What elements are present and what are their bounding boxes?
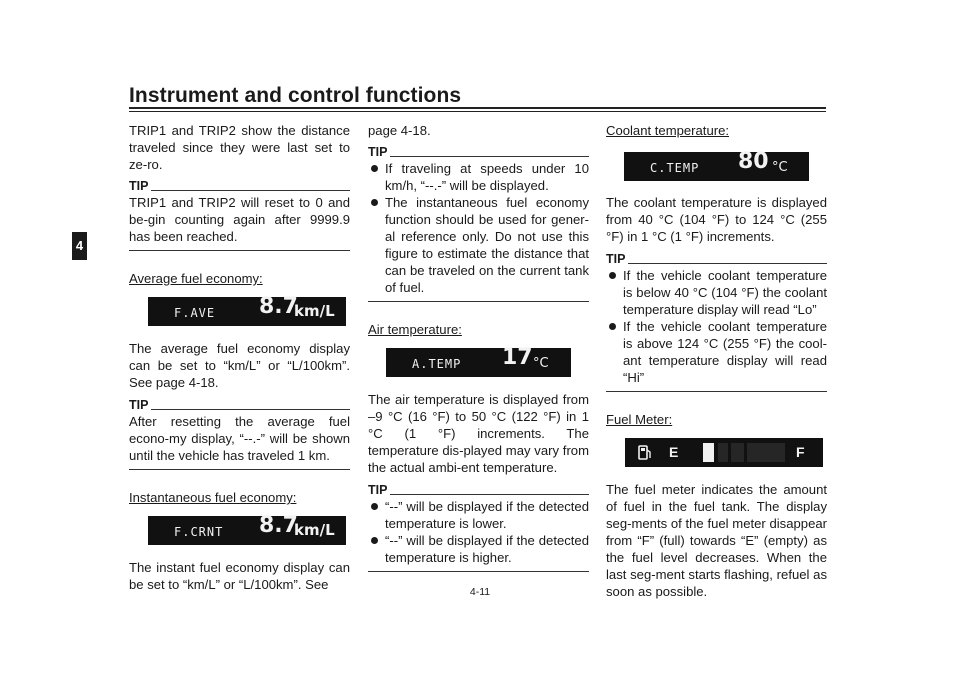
air-temp-display: [386, 345, 571, 377]
bullet-icon: [371, 503, 378, 510]
display-label: F.CRNT: [174, 525, 224, 539]
fuel-empty-label: E: [669, 444, 679, 460]
tip-end-rule: [368, 301, 589, 302]
inst-fuel-display: [148, 513, 346, 545]
display-unit: km/L: [294, 521, 335, 539]
display-value: 80: [738, 149, 769, 174]
tip-header: TIP: [606, 251, 827, 267]
fuel-full-label: F: [796, 444, 805, 460]
tip-header: TIP: [129, 178, 350, 194]
tip-bullet: If the vehicle coolant temperature is below 40 °C (104 °F) the coolant temperature display will read “Lo”: [606, 267, 827, 318]
bullet-icon: [371, 537, 378, 544]
fuel-pump-icon: [638, 444, 652, 461]
tip-bullet: If traveling at speeds under 10 km/h, “--.-” will be displayed.: [368, 160, 589, 194]
fuel-segment-lit: [703, 443, 714, 462]
bullet-icon: [371, 199, 378, 206]
avg-fuel-text: The average fuel economy display can be set to “km/L” or “L/100km”. See page 4-18.: [129, 341, 350, 390]
display-value: 17: [502, 345, 533, 370]
display-value: 8.7: [259, 294, 298, 319]
display-unit: °C: [533, 356, 549, 371]
coolant-temp-heading: Coolant temperature:: [606, 123, 730, 138]
display-label: F.AVE: [174, 306, 216, 320]
bullet-icon: [371, 165, 378, 172]
display-unit: °C: [772, 160, 788, 175]
air-temp-heading: Air temperature:: [368, 322, 462, 337]
tip-end-rule: [129, 469, 350, 470]
bullet-icon: [609, 272, 616, 279]
tip-bullet: The instantaneous fuel economy function should be used for gener-al reference only. Do not use this figure to estimate the distance that can be traveled on the current tank of fuel.: [368, 194, 589, 296]
chapter-tab: 4: [72, 232, 87, 260]
display-label: A.TEMP: [412, 357, 462, 371]
tip-bullet: “--” will be displayed if the detected temperature is higher.: [368, 532, 589, 566]
page-title: Instrument and control functions: [129, 84, 462, 107]
coolant-temp-text: The coolant temperature is displayed from 40 °C (104 °F) to 124 °C (255 °F) in 1 °C (1 °F) increments.: [606, 195, 827, 244]
tip-text: TRIP1 and TRIP2 will reset to 0 and be-gin counting again after 9999.9 has been reached.: [129, 195, 350, 244]
page-number: 4-11: [469, 586, 491, 598]
avg-fuel-display: [148, 294, 346, 326]
fuel-segment-off: [747, 443, 785, 462]
trip-intro: TRIP1 and TRIP2 show the distance traveled since they were last set to ze-ro.: [129, 123, 350, 172]
fuel-meter-display: [625, 438, 823, 467]
avg-fuel-heading: Average fuel economy:: [129, 271, 263, 286]
column-3: [606, 122, 827, 600]
tip-header: TIP: [368, 482, 589, 498]
fuel-meter-heading: Fuel Meter:: [606, 412, 673, 427]
bullet-icon: [609, 323, 616, 330]
tip-end-rule: [368, 571, 589, 572]
tip-header: TIP: [129, 397, 350, 413]
inst-fuel-text: The instant fuel economy display can be set to “km/L” or “L/100km”. See: [129, 560, 350, 592]
inst-fuel-heading: Instantaneous fuel economy:: [129, 490, 297, 505]
tip-end-rule: [129, 250, 350, 251]
column-2: [368, 122, 589, 572]
fuel-segment-off: [731, 443, 744, 462]
tip-end-rule: [606, 391, 827, 392]
display-label: C.TEMP: [650, 161, 700, 175]
tip-text: After resetting the average fuel econo-my display, “--.-” will be shown until the vehicle has traveled 1 km.: [129, 414, 350, 463]
fuel-meter-text: The fuel meter indicates the amount of fuel in the fuel tank. The display seg-ments of the fuel meter disappear from “F” (full) towards “E” (empty) as the fuel level decreases. When the last seg-ment starts flashing, refuel as soon as possible.: [606, 482, 827, 599]
page-ref-continued: page 4-18.: [368, 123, 431, 138]
tip-header: TIP: [368, 144, 589, 160]
display-value: 8.7: [259, 513, 298, 538]
column-1: [129, 122, 350, 593]
tip-bullet: If the vehicle coolant temperature is above 124 °C (255 °F) the cool-ant temperature display will read “Hi”: [606, 318, 827, 386]
header-rule-thin: [129, 111, 826, 112]
coolant-temp-display: [624, 149, 809, 181]
header-rule: [129, 107, 826, 109]
display-unit: km/L: [294, 302, 335, 320]
fuel-segment-off: [718, 443, 728, 462]
tip-bullet: “--” will be displayed if the detected temperature is lower.: [368, 498, 589, 532]
air-temp-text: The air temperature is displayed from –9 °C (16 °F) to 50 °C (122 °F) in 1 °C (1 °F) increments. The temperature dis-played may vary from the actual ambi-ent temperature.: [368, 392, 589, 475]
